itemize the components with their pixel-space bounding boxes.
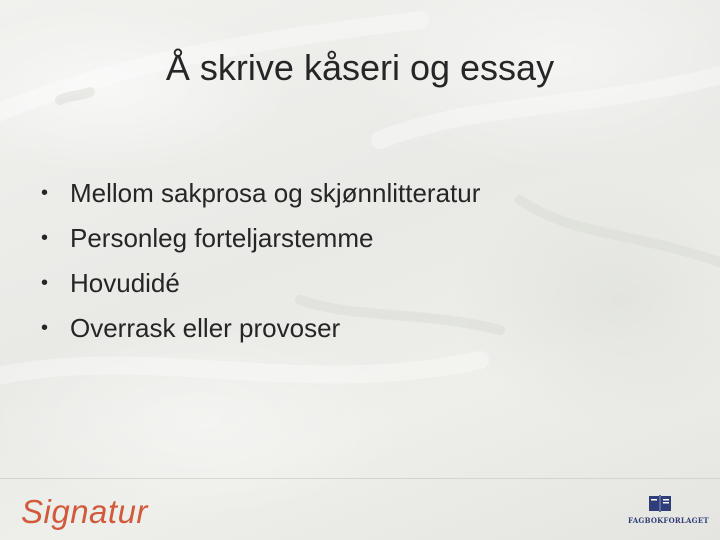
bullet-icon: •	[41, 182, 49, 204]
brand-logo: Signatur	[21, 493, 148, 530]
publisher-name: FAGBOKFORLAGET	[628, 516, 709, 525]
bullet-text: Overrask eller provoser	[70, 313, 341, 343]
footer-divider	[0, 478, 720, 479]
bullet-icon: •	[41, 227, 49, 249]
bullet-item	[36, 266, 480, 300]
slide-title: Å skrive kåseri og essay	[165, 47, 555, 88]
book-icon	[647, 494, 673, 514]
bullet-icon: •	[41, 272, 49, 294]
bullet-text: Hovudidé	[70, 268, 180, 298]
bullet-icon: •	[41, 317, 49, 339]
bullet-text: Personleg forteljarstemme	[70, 223, 374, 253]
bullet-text: Mellom sakprosa og skjønnlitteratur	[70, 178, 481, 208]
bullet-item	[36, 221, 480, 255]
bullet-item	[36, 311, 480, 345]
bullet-item	[36, 176, 480, 210]
publisher-logo	[628, 494, 709, 528]
bullet-list	[36, 176, 480, 356]
